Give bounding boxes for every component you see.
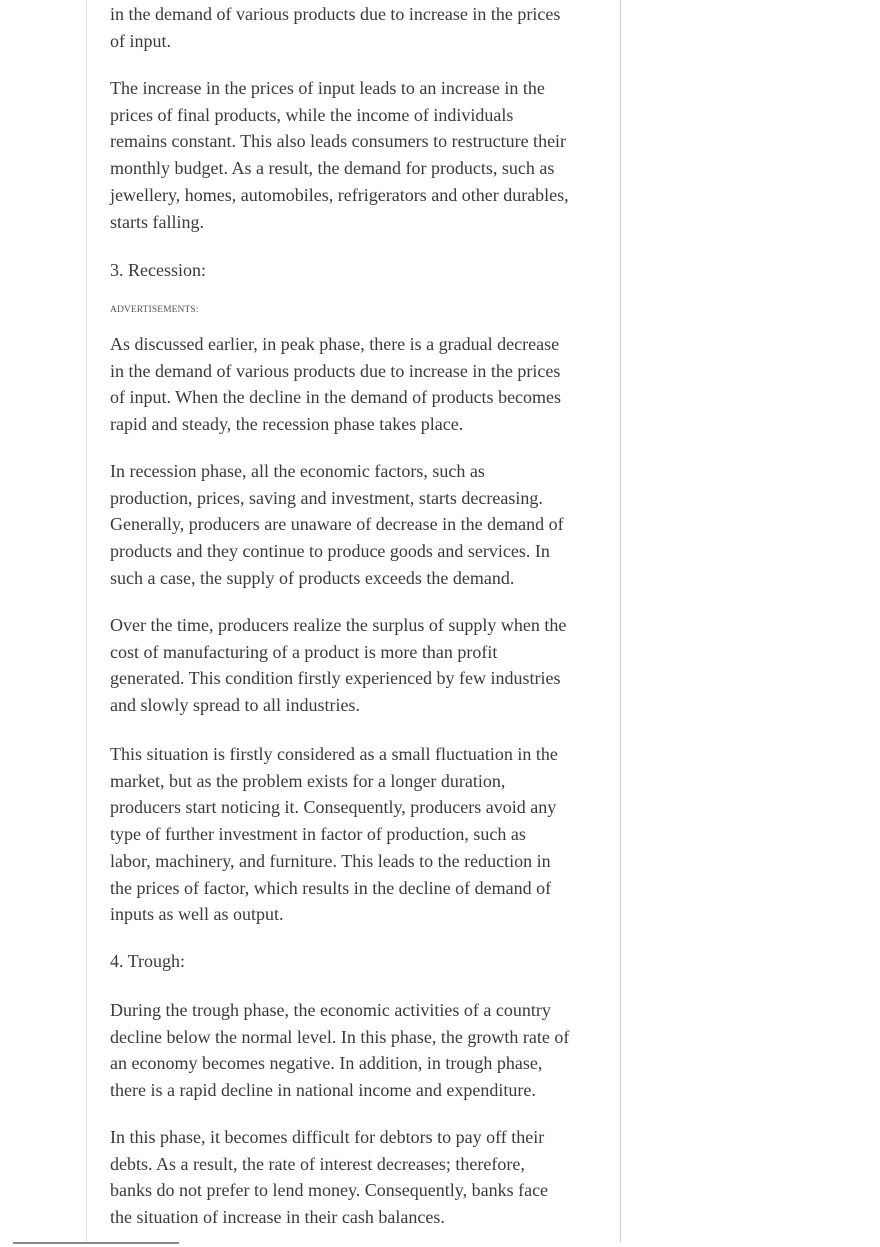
paragraph-trough-2: In this phase, it becomes difficult for debtors to pay off their debts. As a result, the rate of interest decreases; therefore, banks do not prefer to lend money. Consequently, banks face the situation of increase in their cash balances. [110, 1127, 549, 1228]
footer-divider [13, 1242, 179, 1244]
paragraph-recession-1: As discussed earlier, in peak phase, there is a gradual decrease in the demand of various products due to increase in the prices of input. When the decline in the demand of products becomes rapid and steady, the recession phase takes place. [110, 334, 562, 435]
paragraph-intro: in the demand of various products due to increase in the prices of input. [110, 4, 561, 51]
ads-label: ADVERTISEMENTS: [110, 305, 199, 315]
paragraph-recession-4: This situation is firstly considered as a small fluctuation in the market, but as the problem exists for a longer duration, producers start noticing it. Consequently, producers avoid any type of further investment in factor of production, such as labor, machinery, and furniture. This leads to the reduction in the prices of factor, which results in the decline of demand of inputs as well as output. [110, 744, 558, 925]
paragraph-recession-3: Over the time, producers realize the surplus of supply when the cost of manufacturing of a product is more than profit generated. This condition firstly experienced by few industries and slowly spread to all industries. [110, 615, 567, 716]
heading-trough: 4. Trough: [110, 951, 186, 971]
paragraph-trough-1: During the trough phase, the economic activities of a country decline below the normal level. In this phase, the growth rate of an economy becomes negative. In addition, in trough phase, there is a rapid decline in national income and expenditure. [110, 1000, 570, 1101]
paragraph-peak-2: The increase in the prices of input leads to an increase in the prices of final products, while the income of individuals remains constant. This also leads consumers to restructure their monthly budget. As a result, the demand for products, such as jewellery, homes, automobiles, refrigerators and other durables, starts falling. [110, 78, 569, 232]
heading-recession: 3. Recession: [110, 260, 206, 280]
paragraph-recession-2: In recession phase, all the economic factors, such as production, prices, saving and investment, starts decreasing. Generally, producers are unaware of decrease in the demand of products and they continue to produce goods and services. In such a case, the supply of products exceeds the demand. [110, 461, 564, 588]
